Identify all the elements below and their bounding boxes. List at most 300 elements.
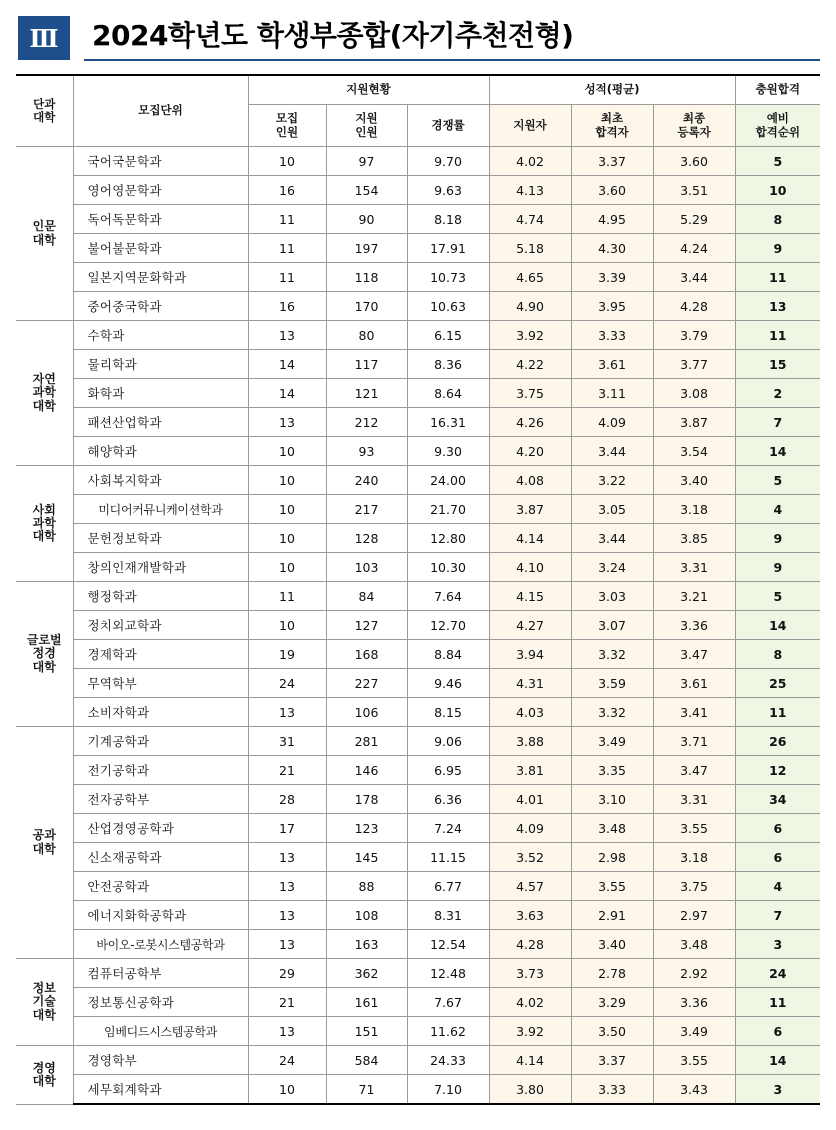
applicant-score-cell: 4.31 [489,669,571,698]
unit-name: 전기공학과 [73,756,248,785]
table-row [16,640,820,669]
college-name: 인문 대학 [16,147,73,321]
quota-cell: 13 [248,1017,326,1046]
quota-cell: 29 [248,959,326,988]
first-pass-score-cell: 3.44 [571,437,653,466]
final-reg-score-cell: 3.08 [653,379,735,408]
ratio-cell: 6.77 [407,872,489,901]
reserve-rank-cell: 5 [735,147,820,176]
applicants-cell: 584 [326,1046,407,1075]
reserve-rank-cell: 11 [735,698,820,727]
applicants-cell: 84 [326,582,407,611]
reserve-rank-cell: 6 [735,1017,820,1046]
ratio-cell: 11.15 [407,843,489,872]
final-reg-score-cell: 3.41 [653,698,735,727]
final-reg-score-cell: 5.29 [653,205,735,234]
final-reg-score-cell: 4.28 [653,292,735,321]
first-pass-score-cell: 3.59 [571,669,653,698]
reserve-rank-cell: 5 [735,466,820,495]
quota-cell: 11 [248,234,326,263]
unit-name: 독어독문학과 [73,205,248,234]
unit-name: 화학과 [73,379,248,408]
table-row [16,524,820,553]
applicant-score-cell: 4.26 [489,408,571,437]
unit-name: 안전공학과 [73,872,248,901]
quota-cell: 13 [248,321,326,350]
ratio-cell: 24.33 [407,1046,489,1075]
final-reg-score-cell: 3.55 [653,1046,735,1075]
applicants-cell: 71 [326,1075,407,1105]
reserve-rank-cell: 8 [735,640,820,669]
first-pass-score-cell: 2.98 [571,843,653,872]
first-pass-score-cell: 3.33 [571,321,653,350]
title-bar [18,14,820,62]
table-row [16,843,820,872]
ratio-cell: 8.31 [407,901,489,930]
applicant-score-cell: 4.13 [489,176,571,205]
final-reg-score-cell: 3.85 [653,524,735,553]
first-pass-score-cell: 3.48 [571,814,653,843]
reserve-rank-cell: 9 [735,553,820,582]
header-final-reg-score: 최종 등록자 [653,105,735,147]
final-reg-score-cell: 3.36 [653,988,735,1017]
reserve-rank-cell: 3 [735,930,820,959]
final-reg-score-cell: 2.92 [653,959,735,988]
quota-cell: 24 [248,669,326,698]
header-first-pass-score: 최초 합격자 [571,105,653,147]
quota-cell: 11 [248,205,326,234]
applicant-score-cell: 3.87 [489,495,571,524]
applicants-cell: 117 [326,350,407,379]
quota-cell: 17 [248,814,326,843]
table-row [16,1075,820,1105]
applicant-score-cell: 4.09 [489,814,571,843]
applicant-score-cell: 4.10 [489,553,571,582]
table-row [16,350,820,379]
reserve-rank-cell: 25 [735,669,820,698]
applicants-cell: 154 [326,176,407,205]
unit-name: 컴퓨터공학부 [73,959,248,988]
table-body [16,147,820,1105]
college-name: 정보 기술 대학 [16,959,73,1046]
ratio-cell: 9.70 [407,147,489,176]
applicant-score-cell: 4.02 [489,988,571,1017]
table-row [16,437,820,466]
first-pass-score-cell: 3.11 [571,379,653,408]
final-reg-score-cell: 3.44 [653,263,735,292]
final-reg-score-cell: 3.48 [653,930,735,959]
applicant-score-cell: 4.22 [489,350,571,379]
unit-name: 불어불문학과 [73,234,248,263]
final-reg-score-cell: 3.18 [653,495,735,524]
final-reg-score-cell: 3.55 [653,814,735,843]
unit-name: 영어영문학과 [73,176,248,205]
college-name: 사회 과학 대학 [16,466,73,582]
header-ratio: 경쟁률 [407,105,489,147]
final-reg-score-cell: 3.60 [653,147,735,176]
unit-name: 패션산업학과 [73,408,248,437]
reserve-rank-cell: 13 [735,292,820,321]
final-reg-score-cell: 3.31 [653,553,735,582]
reserve-rank-cell: 26 [735,727,820,756]
reserve-rank-cell: 34 [735,785,820,814]
table-row [16,785,820,814]
reserve-rank-cell: 9 [735,234,820,263]
applicant-score-cell: 3.88 [489,727,571,756]
first-pass-score-cell: 3.44 [571,524,653,553]
ratio-cell: 8.84 [407,640,489,669]
quota-cell: 28 [248,785,326,814]
reserve-rank-cell: 6 [735,843,820,872]
final-reg-score-cell: 3.71 [653,727,735,756]
applicants-cell: 281 [326,727,407,756]
unit-name: 수학과 [73,321,248,350]
applicants-cell: 93 [326,437,407,466]
applicant-score-cell: 4.14 [489,524,571,553]
admission-results-table [16,74,820,1105]
unit-name: 물리학과 [73,350,248,379]
applicants-cell: 146 [326,756,407,785]
unit-name: 전자공학부 [73,785,248,814]
applicants-cell: 161 [326,988,407,1017]
reserve-rank-cell: 14 [735,437,820,466]
applicants-cell: 127 [326,611,407,640]
quota-cell: 19 [248,640,326,669]
applicants-cell: 197 [326,234,407,263]
unit-name: 세무회계학과 [73,1075,248,1105]
first-pass-score-cell: 3.55 [571,872,653,901]
quota-cell: 13 [248,408,326,437]
table-row [16,901,820,930]
final-reg-score-cell: 3.43 [653,1075,735,1105]
applicants-cell: 88 [326,872,407,901]
applicants-cell: 212 [326,408,407,437]
reserve-rank-cell: 10 [735,176,820,205]
quota-cell: 14 [248,350,326,379]
table-row [16,669,820,698]
applicant-score-cell: 4.15 [489,582,571,611]
applicants-cell: 227 [326,669,407,698]
applicant-score-cell: 3.94 [489,640,571,669]
ratio-cell: 24.00 [407,466,489,495]
ratio-cell: 8.64 [407,379,489,408]
reserve-rank-cell: 24 [735,959,820,988]
header-applicants-group: 지원현황 [248,75,489,105]
final-reg-score-cell: 3.61 [653,669,735,698]
quota-cell: 14 [248,379,326,408]
ratio-cell: 6.95 [407,756,489,785]
quota-cell: 21 [248,756,326,785]
applicant-score-cell: 4.90 [489,292,571,321]
final-reg-score-cell: 2.97 [653,901,735,930]
unit-name: 경영학부 [73,1046,248,1075]
applicant-score-cell: 5.18 [489,234,571,263]
ratio-cell: 8.18 [407,205,489,234]
reserve-rank-cell: 3 [735,1075,820,1105]
reserve-rank-cell: 12 [735,756,820,785]
applicants-cell: 168 [326,640,407,669]
first-pass-score-cell: 3.40 [571,930,653,959]
first-pass-score-cell: 3.24 [571,553,653,582]
ratio-cell: 6.36 [407,785,489,814]
applicant-score-cell: 3.52 [489,843,571,872]
quota-cell: 10 [248,1075,326,1105]
first-pass-score-cell: 3.32 [571,698,653,727]
first-pass-score-cell: 2.78 [571,959,653,988]
first-pass-score-cell: 3.10 [571,785,653,814]
table-header [16,75,820,147]
college-name: 자연 과학 대학 [16,321,73,466]
table-row [16,1046,820,1075]
applicant-score-cell: 4.03 [489,698,571,727]
applicants-cell: 97 [326,147,407,176]
ratio-cell: 12.48 [407,959,489,988]
unit-name: 미디어커뮤니케이션학과 [73,495,248,524]
quota-cell: 31 [248,727,326,756]
reserve-rank-cell: 8 [735,205,820,234]
unit-name: 산업경영공학과 [73,814,248,843]
first-pass-score-cell: 3.32 [571,640,653,669]
table-row [16,553,820,582]
college-name: 글로벌 정경 대학 [16,582,73,727]
first-pass-score-cell: 2.91 [571,901,653,930]
applicant-score-cell: 4.65 [489,263,571,292]
reserve-rank-cell: 4 [735,872,820,901]
ratio-cell: 9.46 [407,669,489,698]
applicants-cell: 170 [326,292,407,321]
unit-name: 무역학부 [73,669,248,698]
table-row [16,582,820,611]
first-pass-score-cell: 3.37 [571,1046,653,1075]
header-extra-group: 충원합격 [735,75,820,105]
applicants-cell: 178 [326,785,407,814]
ratio-cell: 10.73 [407,263,489,292]
unit-name: 바이오-로봇시스템공학과 [73,930,248,959]
ratio-cell: 10.63 [407,292,489,321]
ratio-cell: 10.30 [407,553,489,582]
ratio-cell: 12.70 [407,611,489,640]
ratio-cell: 9.06 [407,727,489,756]
applicants-cell: 106 [326,698,407,727]
final-reg-score-cell: 3.18 [653,843,735,872]
table-row [16,930,820,959]
table-row [16,205,820,234]
ratio-cell: 12.54 [407,930,489,959]
reserve-rank-cell: 7 [735,901,820,930]
applicant-score-cell: 3.92 [489,1017,571,1046]
applicant-score-cell: 4.14 [489,1046,571,1075]
ratio-cell: 17.91 [407,234,489,263]
college-name: 공과 대학 [16,727,73,959]
table-row [16,988,820,1017]
table-row [16,495,820,524]
applicant-score-cell: 4.57 [489,872,571,901]
applicant-score-cell: 4.28 [489,930,571,959]
header-college: 단과 대학 [16,75,73,147]
ratio-cell: 12.80 [407,524,489,553]
unit-name: 문헌정보학과 [73,524,248,553]
quota-cell: 13 [248,930,326,959]
first-pass-score-cell: 3.33 [571,1075,653,1105]
page-title: 2024학년도 학생부종합(자기추천전형) [92,19,574,52]
quota-cell: 10 [248,524,326,553]
final-reg-score-cell: 3.87 [653,408,735,437]
applicants-cell: 108 [326,901,407,930]
applicant-score-cell: 4.02 [489,147,571,176]
reserve-rank-cell: 14 [735,1046,820,1075]
quota-cell: 10 [248,495,326,524]
unit-name: 창의인재개발학과 [73,553,248,582]
first-pass-score-cell: 3.05 [571,495,653,524]
final-reg-score-cell: 3.21 [653,582,735,611]
reserve-rank-cell: 11 [735,321,820,350]
ratio-cell: 8.15 [407,698,489,727]
applicants-cell: 128 [326,524,407,553]
applicant-score-cell: 3.73 [489,959,571,988]
table-row [16,408,820,437]
quota-cell: 24 [248,1046,326,1075]
quota-cell: 11 [248,263,326,292]
applicants-cell: 103 [326,553,407,582]
applicant-score-cell: 3.63 [489,901,571,930]
table-row [16,147,820,176]
applicants-cell: 240 [326,466,407,495]
unit-name: 국어국문학과 [73,147,248,176]
first-pass-score-cell: 3.50 [571,1017,653,1046]
quota-cell: 13 [248,698,326,727]
final-reg-score-cell: 3.49 [653,1017,735,1046]
first-pass-score-cell: 3.37 [571,147,653,176]
applicant-score-cell: 4.74 [489,205,571,234]
first-pass-score-cell: 4.30 [571,234,653,263]
table-row [16,611,820,640]
college-name: 경영 대학 [16,1046,73,1105]
header-reserve-rank: 예비 합격순위 [735,105,820,147]
first-pass-score-cell: 3.22 [571,466,653,495]
ratio-cell: 9.63 [407,176,489,205]
unit-name: 해양학과 [73,437,248,466]
reserve-rank-cell: 9 [735,524,820,553]
unit-name: 정치외교학과 [73,611,248,640]
header-quota: 모집 인원 [248,105,326,147]
table-row [16,321,820,350]
quota-cell: 10 [248,466,326,495]
table-row [16,379,820,408]
first-pass-score-cell: 4.95 [571,205,653,234]
title-underline [84,59,820,61]
unit-name: 신소재공학과 [73,843,248,872]
applicants-cell: 121 [326,379,407,408]
first-pass-score-cell: 3.61 [571,350,653,379]
applicants-cell: 90 [326,205,407,234]
ratio-cell: 16.31 [407,408,489,437]
ratio-cell: 21.70 [407,495,489,524]
unit-name: 경제학과 [73,640,248,669]
final-reg-score-cell: 3.36 [653,611,735,640]
quota-cell: 16 [248,176,326,205]
first-pass-score-cell: 3.49 [571,727,653,756]
applicant-score-cell: 4.27 [489,611,571,640]
final-reg-score-cell: 3.54 [653,437,735,466]
ratio-cell: 7.10 [407,1075,489,1105]
header-applicants: 지원 인원 [326,105,407,147]
reserve-rank-cell: 11 [735,263,820,292]
table-row [16,292,820,321]
table-row [16,1017,820,1046]
applicant-score-cell: 3.75 [489,379,571,408]
table-row [16,234,820,263]
first-pass-score-cell: 3.07 [571,611,653,640]
unit-name: 기계공학과 [73,727,248,756]
reserve-rank-cell: 11 [735,988,820,1017]
ratio-cell: 8.36 [407,350,489,379]
applicants-cell: 151 [326,1017,407,1046]
table-row [16,872,820,901]
reserve-rank-cell: 6 [735,814,820,843]
reserve-rank-cell: 7 [735,408,820,437]
unit-name: 일본지역문화학과 [73,263,248,292]
table-row [16,176,820,205]
quota-cell: 16 [248,292,326,321]
reserve-rank-cell: 14 [735,611,820,640]
quota-cell: 21 [248,988,326,1017]
applicant-score-cell: 4.08 [489,466,571,495]
unit-name: 사회복지학과 [73,466,248,495]
unit-name: 소비자학과 [73,698,248,727]
final-reg-score-cell: 3.77 [653,350,735,379]
applicants-cell: 145 [326,843,407,872]
quota-cell: 10 [248,553,326,582]
unit-name: 중어중국학과 [73,292,248,321]
table-row [16,698,820,727]
header-unit: 모집단위 [73,75,248,147]
table-row [16,814,820,843]
final-reg-score-cell: 3.31 [653,785,735,814]
header-scores-group: 성적(평균) [489,75,735,105]
first-pass-score-cell: 3.35 [571,756,653,785]
table-row [16,727,820,756]
applicants-cell: 362 [326,959,407,988]
table-row [16,263,820,292]
ratio-cell: 9.30 [407,437,489,466]
reserve-rank-cell: 5 [735,582,820,611]
applicants-cell: 118 [326,263,407,292]
reserve-rank-cell: 15 [735,350,820,379]
table-row [16,959,820,988]
unit-name: 에너지화학공학과 [73,901,248,930]
ratio-cell: 7.24 [407,814,489,843]
section-number-badge: Ⅲ [18,16,70,60]
header-applicant-score: 지원자 [489,105,571,147]
applicants-cell: 80 [326,321,407,350]
first-pass-score-cell: 3.95 [571,292,653,321]
ratio-cell: 6.15 [407,321,489,350]
reserve-rank-cell: 4 [735,495,820,524]
applicants-cell: 217 [326,495,407,524]
applicant-score-cell: 3.92 [489,321,571,350]
final-reg-score-cell: 3.75 [653,872,735,901]
ratio-cell: 7.64 [407,582,489,611]
final-reg-score-cell: 3.47 [653,640,735,669]
applicant-score-cell: 4.20 [489,437,571,466]
first-pass-score-cell: 3.29 [571,988,653,1017]
table-row [16,756,820,785]
final-reg-score-cell: 3.51 [653,176,735,205]
first-pass-score-cell: 3.03 [571,582,653,611]
final-reg-score-cell: 4.24 [653,234,735,263]
quota-cell: 11 [248,582,326,611]
applicants-cell: 123 [326,814,407,843]
